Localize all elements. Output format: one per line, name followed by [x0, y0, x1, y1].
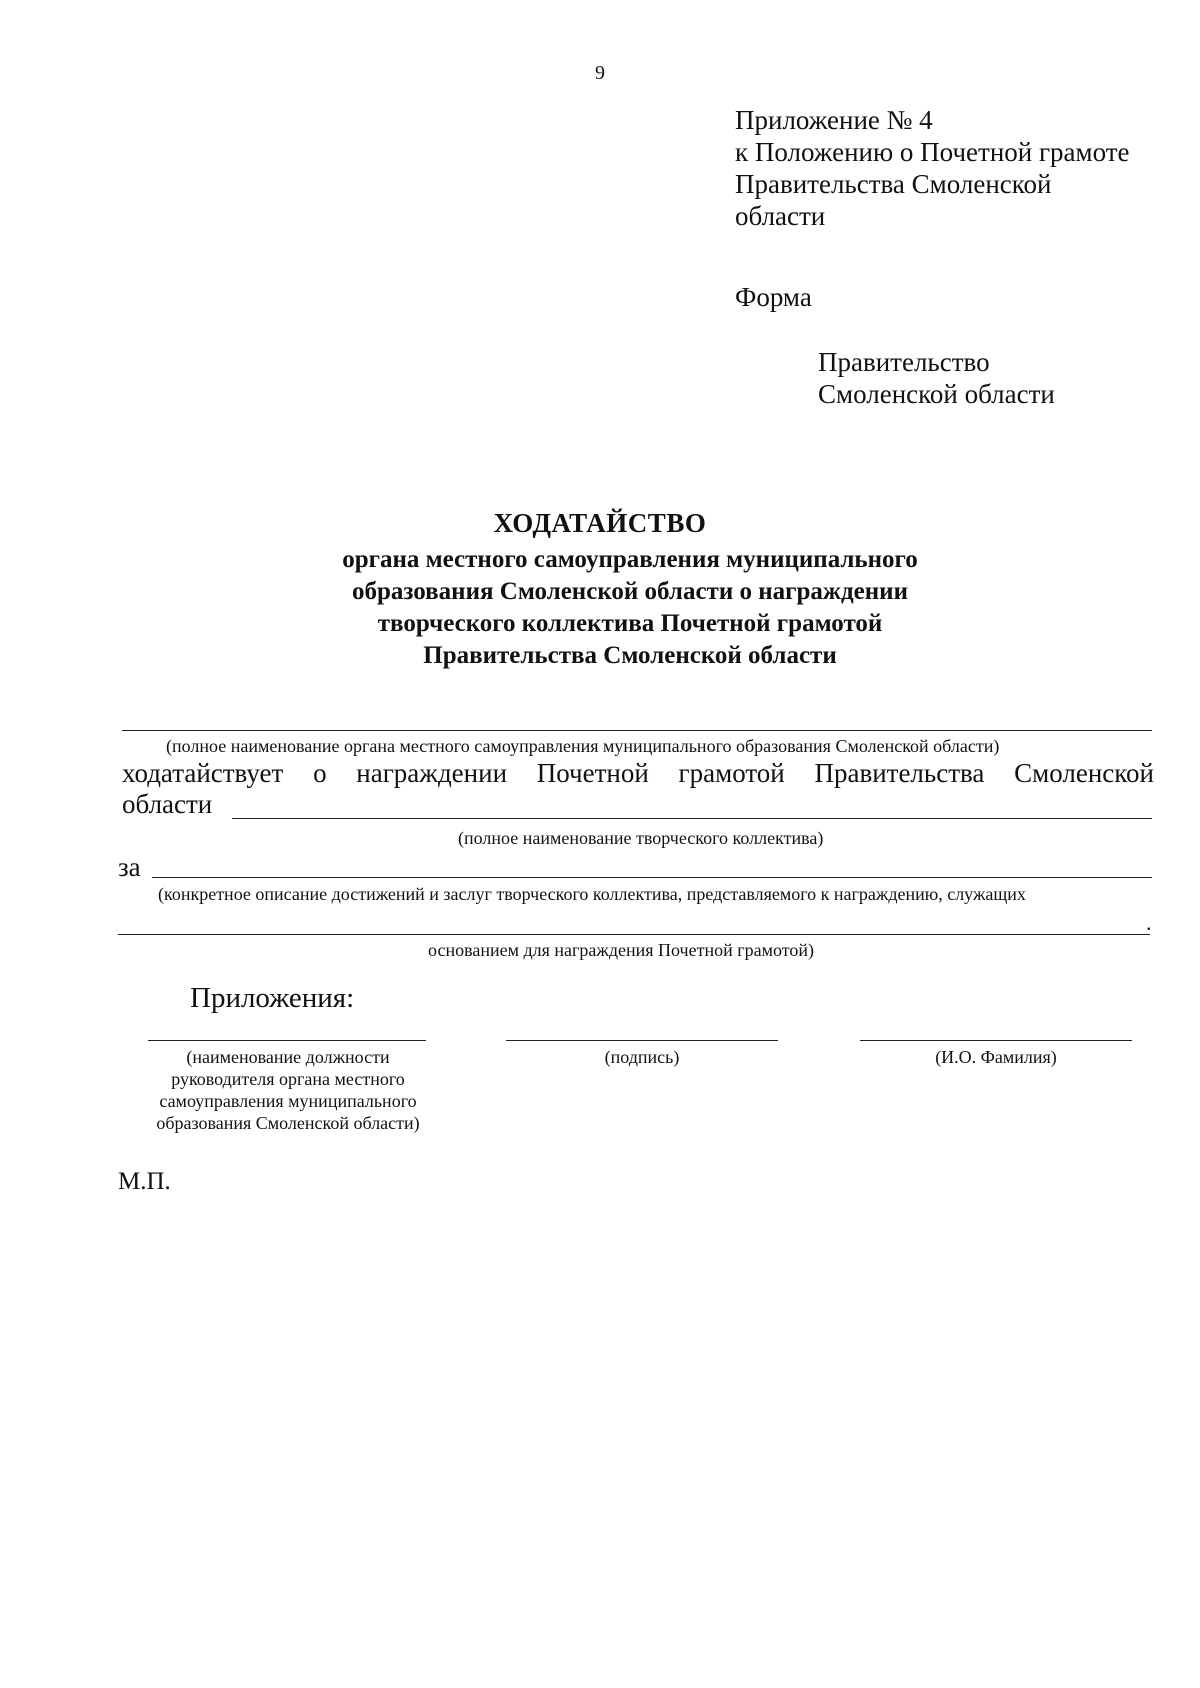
appendix-line: области	[735, 201, 826, 231]
collective-name-caption: (полное наименование творческого коллектива)	[458, 828, 824, 848]
document-subtitle	[260, 544, 1000, 672]
collective-name-field-line[interactable]	[232, 818, 1152, 819]
achievements-caption-2: основанием для награждения Почетной грамотой)	[428, 940, 814, 960]
form-label: Форма	[735, 282, 812, 312]
petition-word: награждении	[356, 758, 508, 788]
name-caption: (И.О. Фамилия)	[935, 1047, 1057, 1067]
subtitle-line: творческого коллектива Почетной грамотой	[377, 610, 883, 637]
position-caption-line: (наименование должности	[186, 1047, 390, 1067]
appendix-line: Приложение № 4	[735, 105, 933, 135]
addressee-line: Смоленской области	[818, 379, 1055, 409]
achievements-field-line-2[interactable]	[118, 934, 1150, 935]
organ-name-caption: (полное наименование органа местного самоуправления муниципального образования Смоленской области)	[166, 736, 1000, 756]
addressee-line: Правительство	[818, 347, 990, 377]
attachments-label: Приложения:	[190, 982, 355, 1014]
organ-name-field-line[interactable]	[122, 730, 1152, 731]
position-caption-line: образования Смоленской области)	[156, 1113, 420, 1133]
petition-word: Почетной	[536, 758, 649, 788]
position-caption-line: самоуправления муниципального	[159, 1091, 417, 1111]
petition-text	[122, 758, 1154, 789]
addressee	[818, 346, 1055, 410]
document-title: ХОДАТАЙСТВО	[493, 508, 707, 538]
appendix-line: Правительства Смоленской	[735, 169, 1052, 199]
position-caption-line: руководителя органа местного	[171, 1069, 405, 1089]
position-field-line[interactable]	[148, 1040, 426, 1041]
petition-word: о	[313, 758, 327, 788]
appendix-line: к Положению о Почетной грамоте	[735, 137, 1130, 167]
field-period: .	[1146, 910, 1152, 935]
position-caption	[138, 1046, 438, 1134]
appendix-header	[735, 104, 1130, 232]
petition-word: ходатайствует	[122, 758, 284, 788]
signature-field-line[interactable]	[506, 1040, 778, 1041]
stamp-place: М.П.	[118, 1168, 171, 1195]
petition-word: Смоленской	[1014, 758, 1154, 788]
name-field-line[interactable]	[860, 1040, 1132, 1041]
petition-word: грамотой	[678, 758, 785, 788]
page-number: 9	[595, 62, 605, 84]
signature-caption: (подпись)	[604, 1047, 680, 1067]
petition-word: Правительства	[814, 758, 985, 788]
petition-continuation: области	[122, 789, 213, 819]
achievements-caption-1: (конкретное описание достижений и заслуг творческого коллектива, представляемого к награждению, служащих	[158, 884, 1026, 904]
subtitle-line: органа местного самоуправления муниципального	[342, 546, 918, 573]
achievements-field-line-1[interactable]	[152, 877, 1152, 878]
for-prefix: за	[118, 852, 141, 882]
subtitle-line: Правительства Смоленской области	[423, 642, 837, 669]
subtitle-line: образования Смоленской области о награждении	[352, 578, 908, 605]
